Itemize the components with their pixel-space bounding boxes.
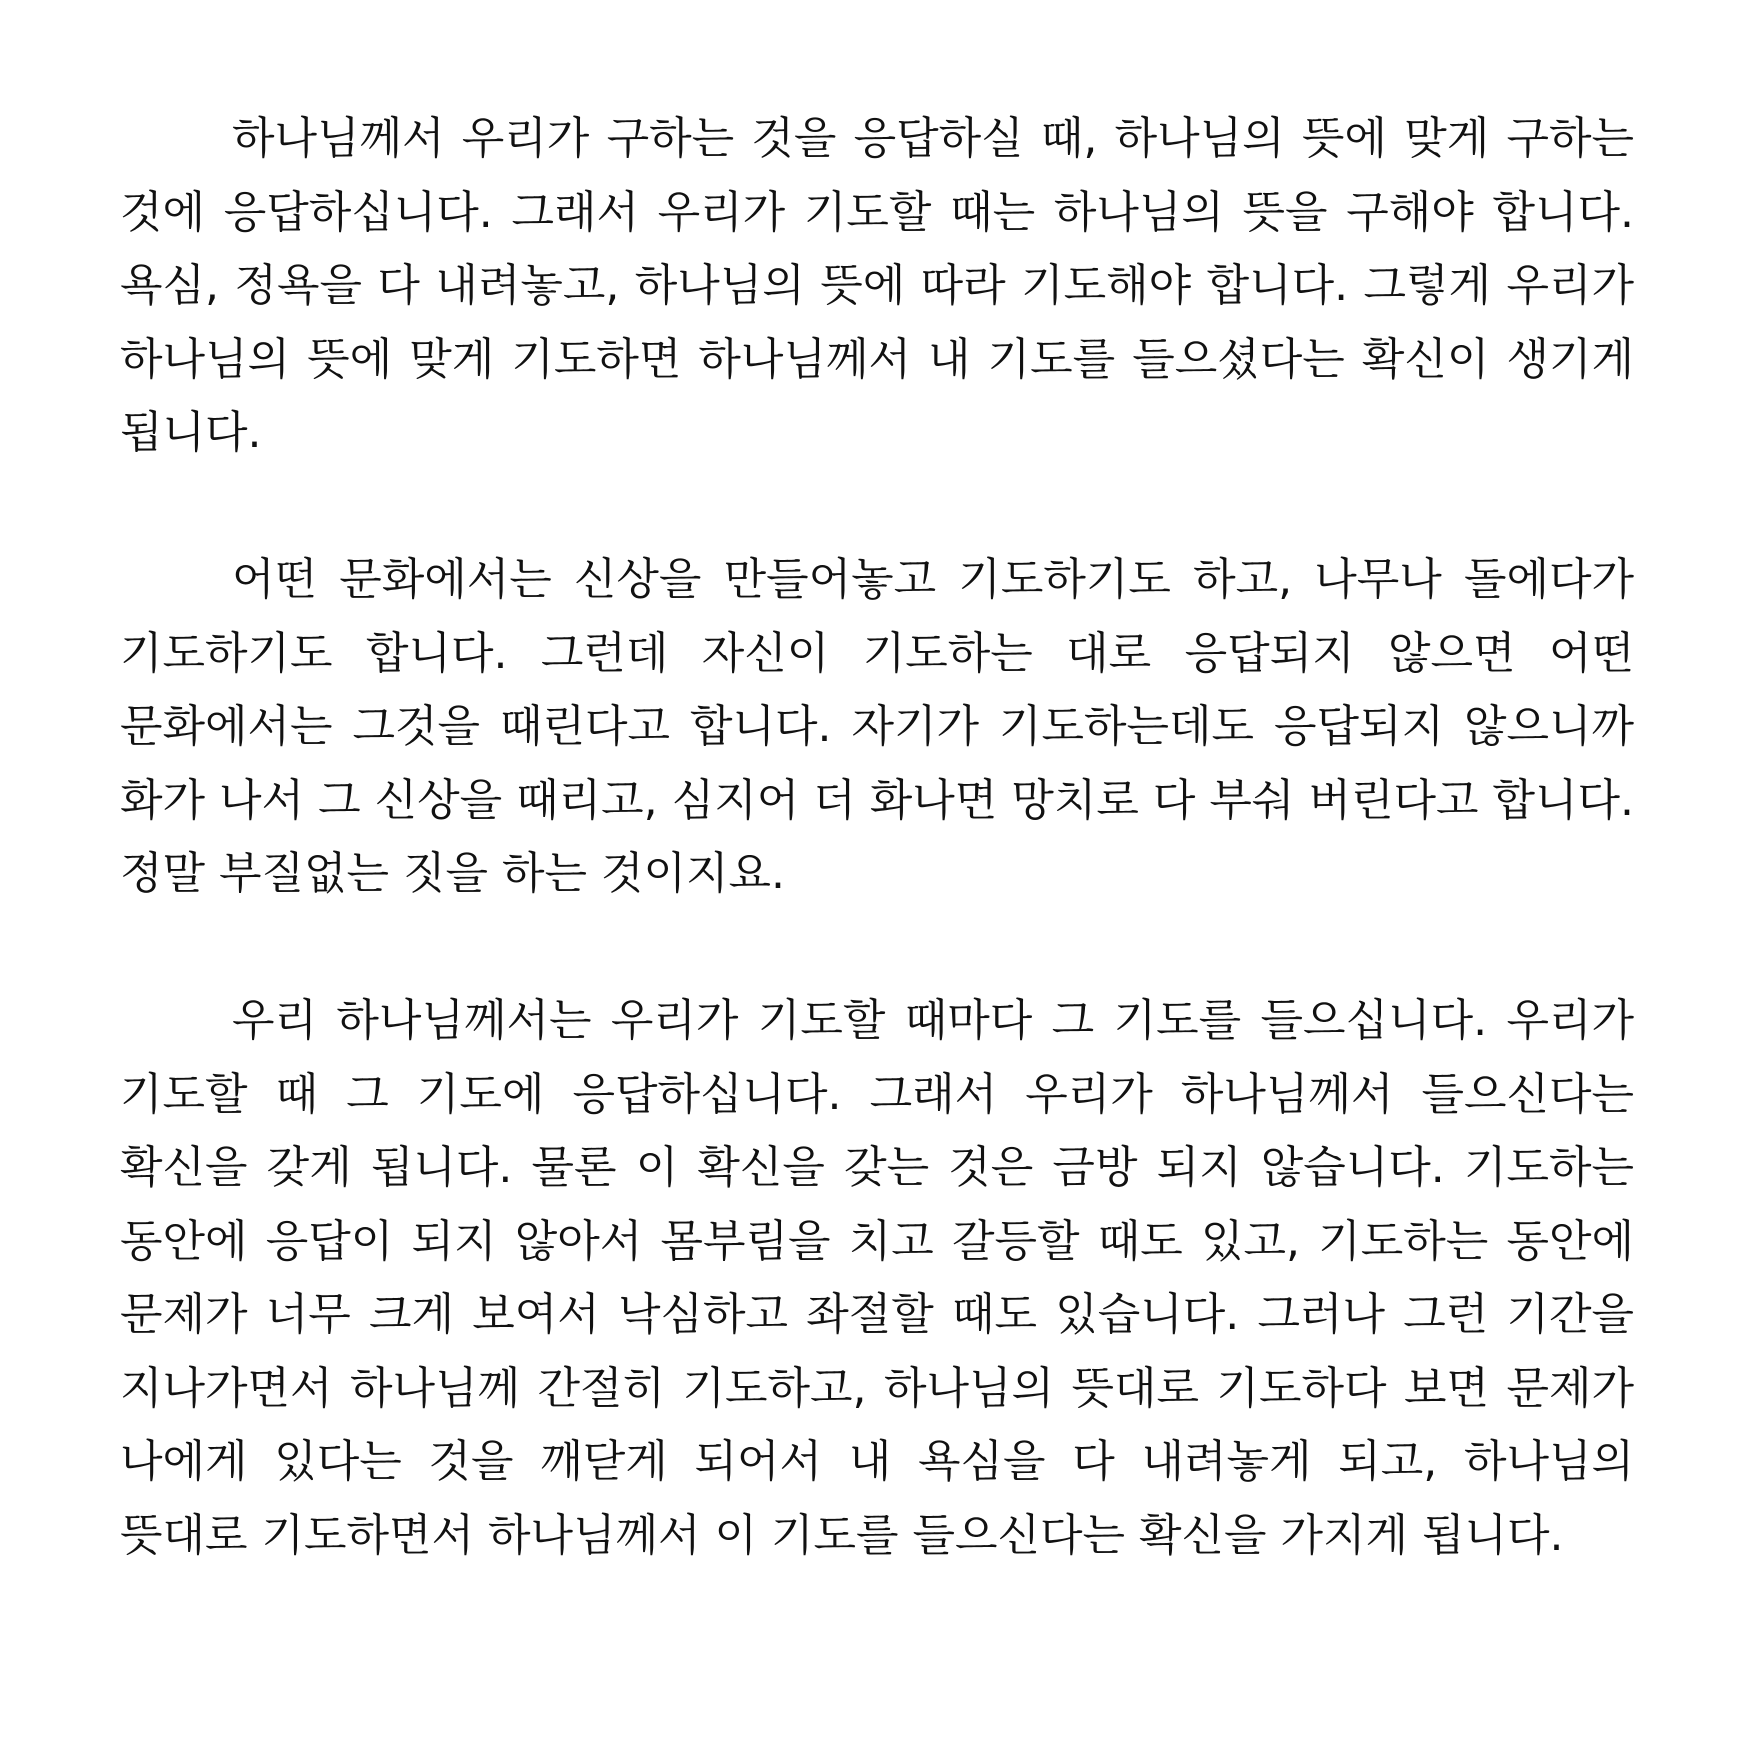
paragraph-3: 우리 하나님께서는 우리가 기도할 때마다 그 기도를 들으십니다. 우리가 기도할 때 그 기도에 응답하십니다. 그래서 우리가 하나님께서 들으신다는 확신을 갖게 됩니다. 물론 이 확신을 갖는 것은 금방 되지 않습니다. 기도하는 동안에 응답이 되지 않아서 몸부림을 치고 갈등할 때도 있고, 기도하는 동안에 문제가 너무 크게 보여서 낙심하고 좌절할 때도 있습니다. 그러나 그런 기간을 지나가면서 하나님께 간절히 기도하고, 하나님의 뜻대로 기도하다 보면 문제가 나에게 있다는 것을 깨닫게 되어서 내 욕심을 다 내려놓게 되고, 하나님의 뜻대로 기도하면서 하나님께서 이 기도를 들으신다는 확신을 가지게 됩니다. — [120, 995, 1634, 1561]
document-body — [120, 102, 1634, 1572]
paragraph-2: 어떤 문화에서는 신상을 만들어놓고 기도하기도 하고, 나무나 돌에다가 기도하기도 합니다. 그런데 자신이 기도하는 대로 응답되지 않으면 어떤 문화에서는 그것을 때린다고 합니다. 자기가 기도하는데도 응답되지 않으니까 화가 나서 그 신상을 때리고, 심지어 더 화나면 망치로 다 부숴 버린다고 합니다. 정말 부질없는 짓을 하는 것이지요. — [120, 554, 1634, 899]
paragraph-1: 하나님께서 우리가 구하는 것을 응답하실 때, 하나님의 뜻에 맞게 구하는 것에 응답하십니다. 그래서 우리가 기도할 때는 하나님의 뜻을 구해야 합니다. 욕심, 정욕을 다 내려놓고, 하나님의 뜻에 따라 기도해야 합니다. 그렇게 우리가 하나님의 뜻에 맞게 기도하면 하나님께서 내 기도를 들으셨다는 확신이 생기게 됩니다. — [120, 113, 1634, 458]
